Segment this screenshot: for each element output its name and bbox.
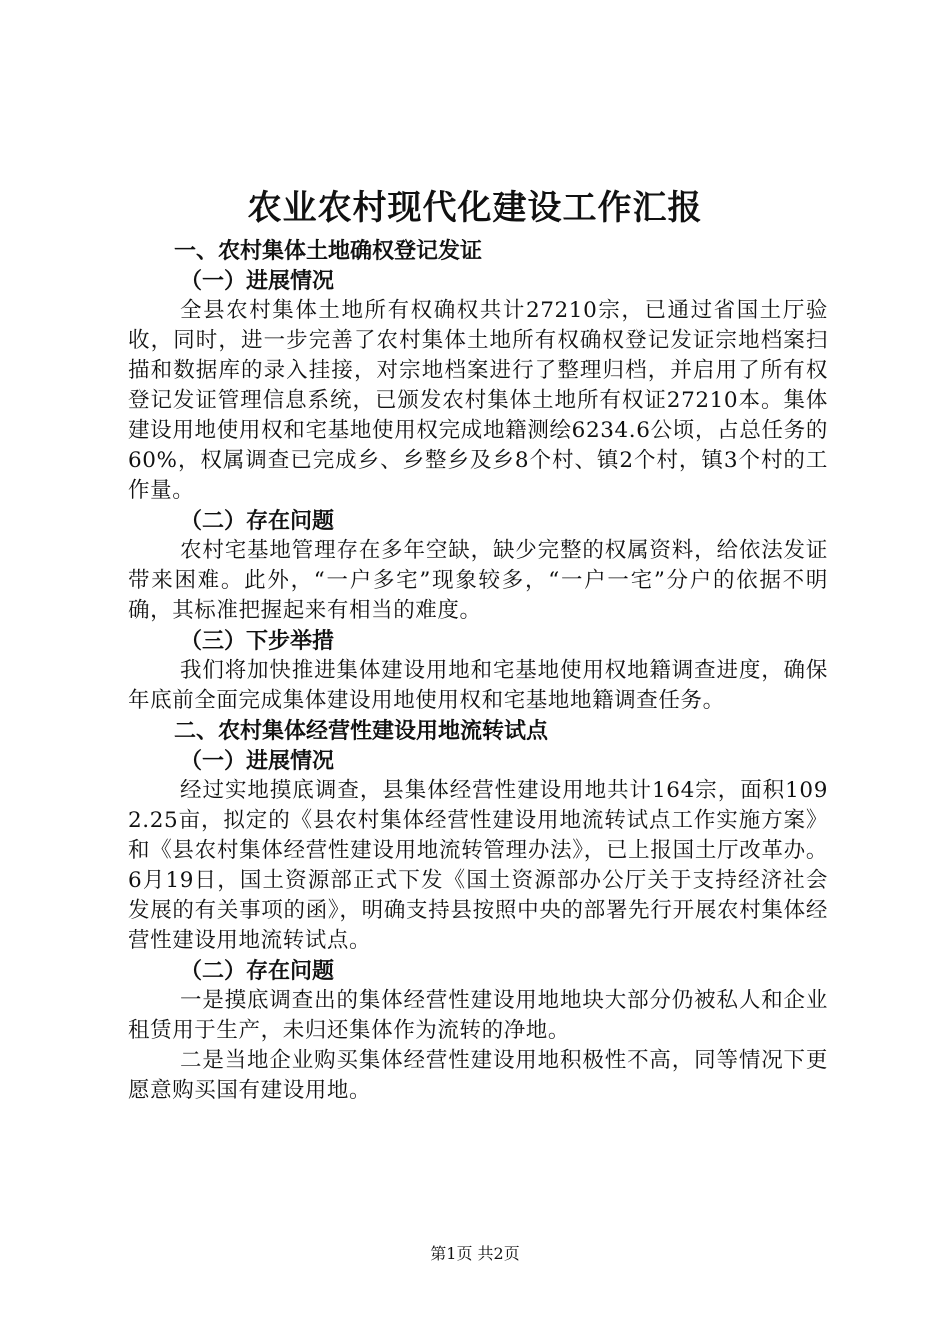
paragraph: 全县农村集体土地所有权确权共计27210宗，已通过省国土厅验收，同时，进一步完善了农村集体土地所有权确权登记发证宗地档案扫描和数据库的录入挂接，对宗地档案进行了整理归档，并启用了所有权登记发证管理信息系统，已颁发农村集体土地所有权证27210本。集体建设用地使用权和宅基地使用权完成地籍测绘6234.6公顷，占总任务的60%，权属调查已完成乡、乡整乡及乡8个村、镇2个村，镇3个村的工作量。 <box>128 298 828 503</box>
paragraph: 农村宅基地管理存在多年空缺，缺少完整的权属资料，给依法发证带来困难。此外，“一户多宅”现象较多，“一户一宅”分户的依据不明确，其标准把握起来有相当的难度。 <box>128 538 828 623</box>
subsection-heading: （一）进展情况 <box>180 748 335 774</box>
paragraph: 二是当地企业购买集体经营性建设用地积极性不高，同等情况下更愿意购买国有建设用地。 <box>128 1048 828 1103</box>
subsection-heading: （二）存在问题 <box>180 958 335 984</box>
subsection-heading: （二）存在问题 <box>180 508 335 534</box>
document-body <box>128 236 828 1106</box>
paragraph: 一是摸底调查出的集体经营性建设用地地块大部分仍被私人和企业租赁用于生产，未归还集体作为流转的净地。 <box>128 988 828 1043</box>
page-footer: 第1页 共2页 <box>430 1244 520 1263</box>
document-title: 农业农村现代化建设工作汇报 <box>247 188 703 228</box>
subsection-heading: （三）下步举措 <box>180 628 335 654</box>
section-heading: 二、农村集体经营性建设用地流转试点 <box>174 718 549 744</box>
paragraph: 经过实地摸底调查，县集体经营性建设用地共计164宗，面积1092.25亩，拟定的《县农村集体经营性建设用地流转试点工作实施方案》和《县农村集体经营性建设用地流转管理办法》，已上报国土厅改革办。6月19日，国土资源部正式下发《国土资源部办公厅关于支持经济社会发展的有关事项的函》，明确支持县按照中央的部署先行开展农村集体经营性建设用地流转试点。 <box>128 778 828 953</box>
section-heading: 一、农村集体土地确权登记发证 <box>174 238 483 264</box>
section-2 <box>128 716 828 1106</box>
subsection-heading: （一）进展情况 <box>180 268 335 294</box>
paragraph: 我们将加快推进集体建设用地和宅基地使用权地籍调查进度，确保年底前全面完成集体建设用地使用权和宅基地地籍调查任务。 <box>128 658 828 713</box>
section-1 <box>128 236 828 716</box>
